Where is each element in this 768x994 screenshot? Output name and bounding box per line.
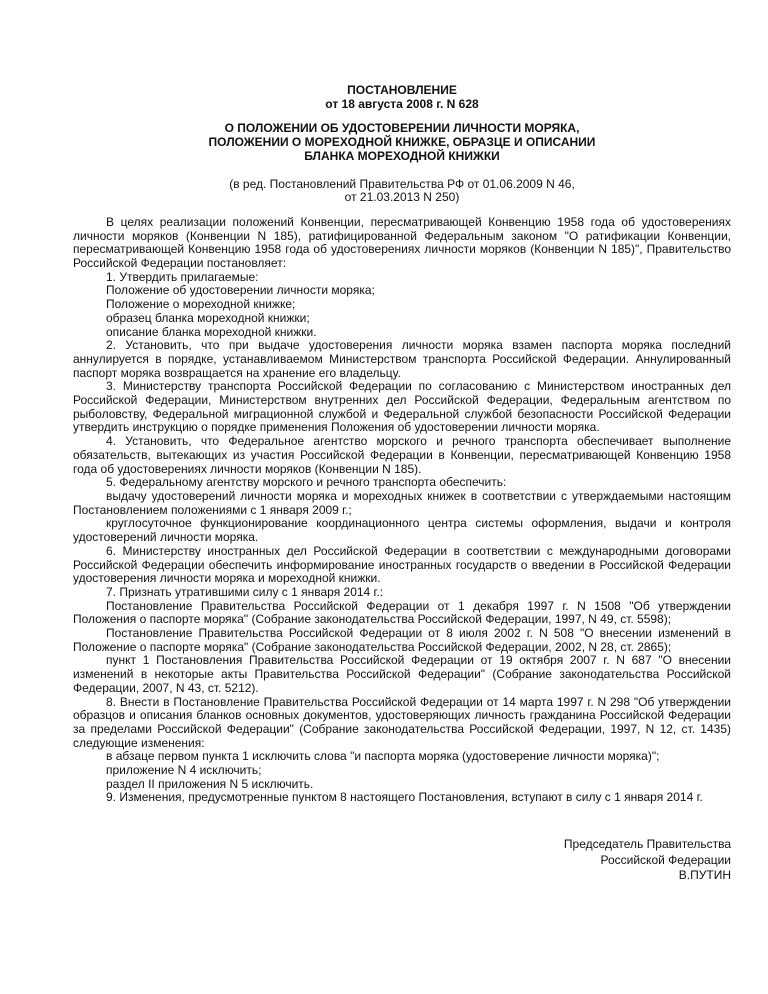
paragraph: 4. Установить, что Федеральное агентство морского и речного транспорта обеспечивает выполнение обязательств, вытекающих из участия Российской Федерации в Конвенции, пересматривающей Конвенцию 1958 года об удостоверениях личности моряков (Конвенции N 185). (73, 434, 731, 476)
paragraph: 1. Утвердить прилагаемые: (106, 269, 259, 284)
revision-note (73, 178, 731, 205)
title-line: БЛАНКА МОРЕХОДНОЙ КНИЖКИ (304, 148, 500, 163)
signature-organization: Российской Федерации (600, 852, 731, 867)
paragraph: в абзаце первом пункта 1 исключить слова "и паспорта моряка (удостоверение личности моряка)"; (106, 749, 660, 764)
paragraph: Постановление Правительства Российской Федерации от 8 июля 2002 г. N 508 "О внесении изменений в Положение о паспорте моряка" (Собрание законодательства Российской Федерации, 2002, N 28, ст. 2865); (73, 626, 731, 654)
paragraph: 5. Федеральному агентству морского и речного транспорта обеспечить: (106, 475, 507, 490)
signature-name: В.ПУТИН (678, 868, 731, 883)
document-body (73, 216, 731, 805)
paragraph: пункт 1 Постановления Правительства Российской Федерации от 19 октября 2007 г. N 687 "О внесении изменений в некоторые акты Правительства Российской Федерации" (Собрание законодательства Российской Федерации, 2007, N 43, ст. 5212). (73, 653, 731, 695)
document-header (73, 84, 731, 111)
signature-block (73, 837, 731, 884)
revision-line: (в ред. Постановлений Правительства РФ от 01.06.2009 N 46, (229, 176, 575, 191)
paragraph: круглосуточное функционирование координационного центра системы оформления, выдачи и контроля удостоверений личности моряка. (73, 516, 731, 545)
document-page (73, 84, 731, 884)
paragraph: 2. Установить, что при выдаче удостоверения личности моряка взамен паспорта моряка последний аннулируется в порядке, устанавливаемом Министерством транспорта Российской Федерации. Аннулированный паспорт моряка возвращается на хранение его владельцу. (73, 338, 731, 380)
paragraph: В целях реализации положений Конвенции, пересматривающей Конвенцию 1958 года об удостоверениях личности моряков (Конвенции N 185), ратифицированной Федеральным законом "О ратификации Конвенции, пересматривающей Конвенцию 1958 года об удостоверениях личности моряков (Конвенции N 185)", Правительство Российской Федерации постановляет: (73, 214, 731, 271)
paragraph: Положение о мореходной книжке; (106, 297, 296, 312)
paragraph: 3. Министерству транспорта Российской Федерации по согласованию с Министерством иностранных дел Российской Федерации, Министерством внутренних дел Российской Федерации, Федеральным агентством по рыболовству, Федеральной миграционной службой и Федеральной службой безопасности Российской Федерации утвердить инструкцию о порядке применения Положения об удостоверении личности моряка. (73, 379, 731, 435)
paragraph: 7. Признать утратившими силу с 1 января 2014 г.: (106, 584, 384, 599)
paragraph: 8. Внести в Постановление Правительства Российской Федерации от 14 марта 1997 г. N 298 "Об утверждении образцов и описания бланков основных документов, удостоверяющих личность гражданина Российской Федерации за пределами Российской Федерации" (Собрание законодательства Российской Федерации, 1997, N 12, ст. 1435) следующие изменения: (73, 694, 731, 750)
paragraph: описание бланка мореходной книжки. (106, 324, 317, 339)
signature-position: Председатель Правительства (563, 837, 731, 852)
paragraph: Положение об удостоверении личности моряка; (106, 283, 375, 298)
document-date-number: от 18 августа 2008 г. N 628 (325, 96, 479, 111)
paragraph: образец бланка мореходной книжки; (106, 310, 310, 325)
document-title (73, 122, 731, 163)
revision-line: от 21.03.2013 N 250) (344, 190, 460, 205)
paragraph: приложение N 4 исключить; (106, 763, 262, 778)
paragraph: выдачу удостоверений личности моряка и мореходных книжек в соответствии с утверждаемыми настоящим Постановлением положениями с 1 января 2009 г.; (73, 488, 731, 517)
paragraph: Постановление Правительства Российской Федерации от 1 декабря 1997 г. N 1508 "Об утверждении Положения о паспорте моряка" (Собрание законодательства Российской Федерации, 1997, N 49, ст. 5598); (73, 598, 731, 627)
title-line: ПОЛОЖЕНИИ О МОРЕХОДНОЙ КНИЖКЕ, ОБРАЗЦЕ И ОПИСАНИИ (208, 135, 596, 150)
document-type: ПОСТАНОВЛЕНИЕ (347, 83, 457, 97)
paragraph: 6. Министерству иностранных дел Российской Федерации в соответствии с международными договорами Российской Федерации обеспечить информирование иностранных государств о введении в Российской Федерации удостоверения личности моряка и мореходной книжки. (73, 543, 731, 586)
paragraph: 9. Изменения, предусмотренные пунктом 8 настоящего Постановления, вступают в силу с 1 января 2014 г. (106, 790, 703, 805)
paragraph: раздел II приложения N 5 исключить. (106, 776, 314, 791)
title-line: О ПОЛОЖЕНИИ ОБ УДОСТОВЕРЕНИИ ЛИЧНОСТИ МОРЯКА, (224, 121, 580, 136)
